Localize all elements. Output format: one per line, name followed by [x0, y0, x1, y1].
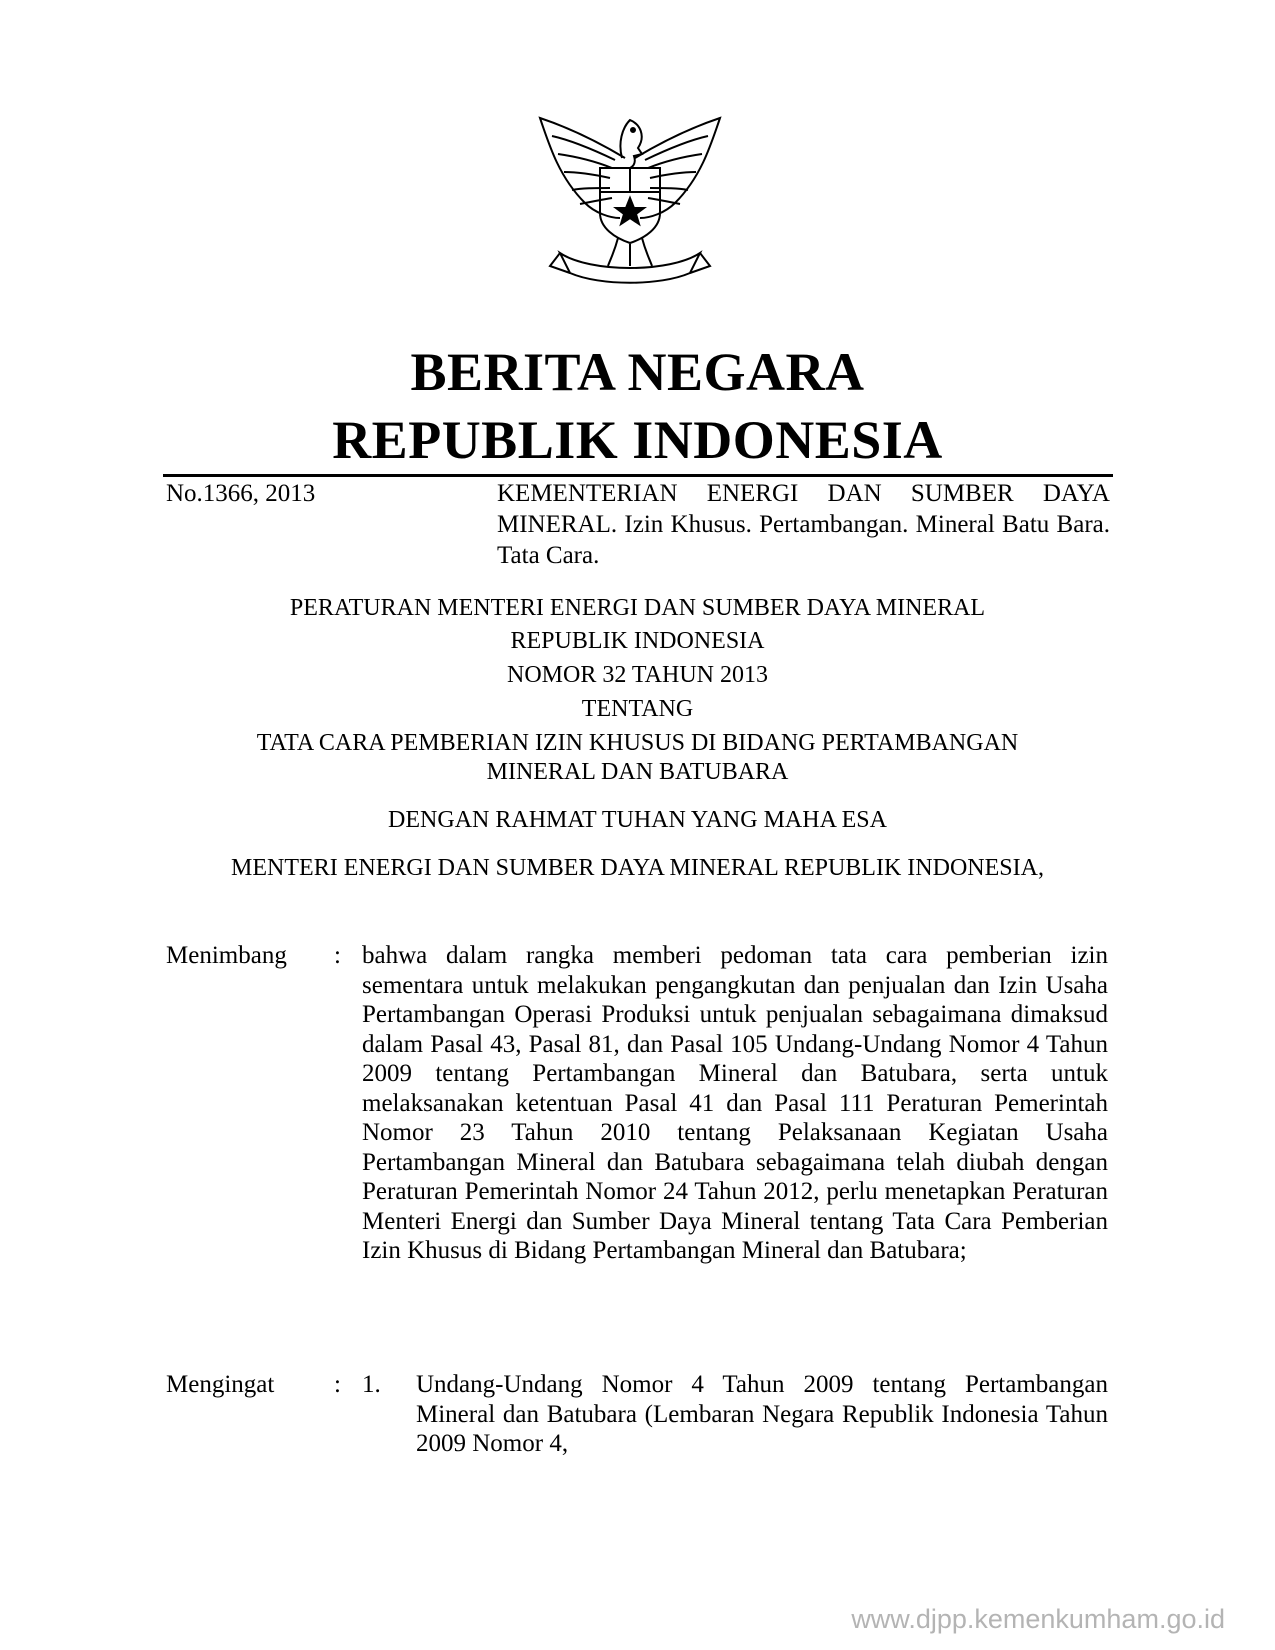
mengingat-label: Mengingat: [166, 1371, 275, 1398]
mengingat-item-text: Undang-Undang Nomor 4 Tahun 2009 tentang Pertambangan Mineral dan Batubara (Lembaran Negara Republik Indonesia Tahun 2009 Nomor 4,: [416, 1371, 1108, 1457]
opening-invocation: DENGAN RAHMAT TUHAN YANG MAHA ESA: [388, 807, 887, 833]
mengingat-colon: :: [334, 1371, 341, 1398]
menimbang-colon: :: [334, 942, 341, 969]
regulation-number: NOMOR 32 TAHUN 2013: [507, 662, 768, 688]
regulation-subject-line1: TATA CARA PEMBERIAN IZIN KHUSUS DI BIDANG PERTAMBANGAN: [256, 730, 1019, 756]
gazette-title-line1: BERITA NEGARA: [410, 342, 865, 402]
garuda-pancasila-emblem-icon: [530, 88, 730, 288]
title-divider: [163, 474, 1113, 477]
source-watermark: www.djpp.kemenkumham.go.id: [851, 1604, 1225, 1634]
regulation-title-line2: REPUBLIK INDONESIA: [510, 628, 765, 654]
gazette-title-line2: REPUBLIK INDONESIA: [332, 410, 943, 470]
gazette-number: No.1366, 2013: [166, 480, 316, 507]
regulation-title-line1: PERATURAN MENTERI ENERGI DAN SUMBER DAYA MINERAL: [289, 595, 986, 621]
menimbang-text: bahwa dalam rangka memberi pedoman tata cara pemberian izin sementara untuk melakukan pengangkutan dan penjualan dan Izin Usaha Pertambangan Operasi Produksi untuk penjualan sebagaimana dimaksud dalam Pasal 43, Pasal 81, dan Pasal 105 Undang-Undang Nomor 4 Tahun 2009 tentang Pertambangan Mineral dan Batubara, serta untuk melaksanakan ketentuan Pasal 41 dan Pasal 111 Peraturan Pemerintah Nomor 23 Tahun 2010 tentang Pelaksanaan Kegiatan Usaha Pertambangan Mineral dan Batubara sebagaimana telah diubah dengan Peraturan Pemerintah Nomor 24 Tahun 2012, perlu menetapkan Peraturan Menteri Energi dan Sumber Daya Mineral tentang Tata Cara Pemberian Izin Khusus di Bidang Pertambangan Mineral dan Batubara;: [362, 942, 1108, 1264]
mengingat-item-number: 1.: [362, 1371, 381, 1398]
regulation-subject-line2: MINERAL DAN BATUBARA: [486, 759, 789, 785]
issuing-authority: MENTERI ENERGI DAN SUMBER DAYA MINERAL REPUBLIK INDONESIA,: [231, 855, 1044, 881]
gazette-subject: KEMENTERIAN ENERGI DAN SUMBER DAYA MINERAL. Izin Khusus. Pertambangan. Mineral Batu Bara. Tata Cara.: [497, 480, 1110, 569]
menimbang-label: Menimbang: [166, 942, 287, 969]
regulation-tentang: TENTANG: [581, 696, 694, 722]
